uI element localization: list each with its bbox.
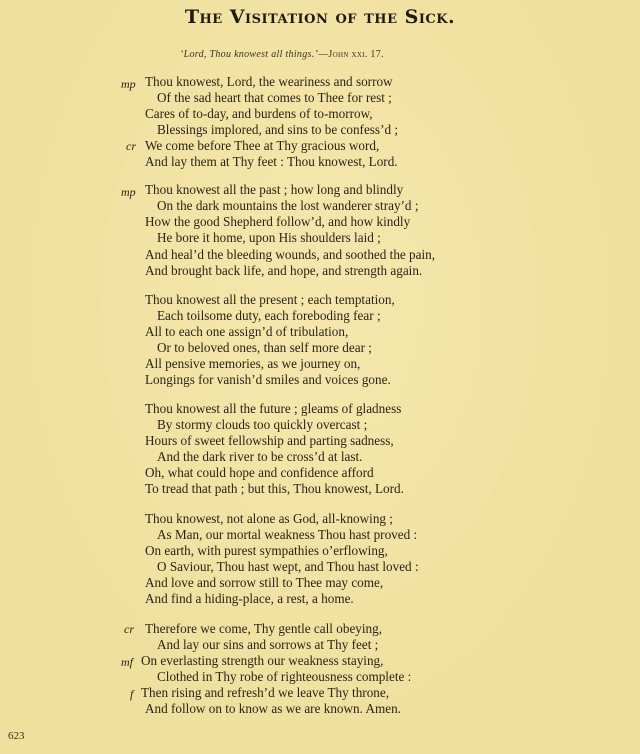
verse-line: Hours of sweet fellowship and parting sadness, — [145, 433, 394, 448]
verse-line: Oh, what could hope and confidence afford — [145, 465, 374, 480]
verse-line: Clothed in Thy robe of righteousness complete : — [157, 669, 412, 684]
dynamic-mark: mp — [121, 77, 136, 91]
verse-line: Therefore we come, Thy gentle call obeying, — [145, 621, 383, 636]
verse-line: On the dark mountains the lost wanderer stray’d ; — [157, 198, 419, 213]
verse-line: And lay our sins and sorrows at Thy feet ; — [157, 637, 379, 652]
verse-line: As Man, our mortal weakness Thou hast proved : — [157, 527, 418, 542]
epigraph-quote: ‘Lord, Thou knowest all things.’ — [180, 49, 319, 60]
verse-line: Thou knowest, Lord, the weariness and sorrow — [145, 74, 393, 89]
dynamic-mark: f — [130, 687, 134, 701]
verse-line: Thou knowest all the future ; gleams of gladness — [145, 401, 402, 416]
verse-line: By stormy clouds too quickly overcast ; — [157, 417, 368, 432]
verse-line: Thou knowest all the past ; how long and blindly — [145, 182, 404, 197]
epigraph-reference: —John xxi. 17. — [318, 49, 384, 60]
verse-line: To tread that path ; but this, Thou knowest, Lord. — [145, 481, 404, 496]
dynamic-mark: mf — [121, 655, 133, 669]
verse-line: On earth, with purest sympathies o’erflowing, — [145, 543, 388, 558]
verse-line: And follow on to know as we are known. Amen. — [145, 701, 402, 716]
verse-line: And heal’d the bleeding wounds, and soothed the pain, — [145, 247, 436, 262]
verse-line: And love and sorrow still to Thee may come, — [145, 575, 384, 590]
verse-line: All to each one assign’d of tribulation, — [145, 324, 349, 339]
verse-line: On everlasting strength our weakness staying, — [141, 653, 384, 668]
verse-line: Of the sad heart that comes to Thee for rest ; — [157, 90, 392, 105]
verse-line: And find a hiding-place, a rest, a home. — [145, 591, 354, 606]
verse-line: Cares of to-day, and burdens of to-morrow, — [145, 106, 373, 121]
page-number: 623 — [8, 730, 25, 742]
page-title: The Visitation of the Sick. — [184, 6, 456, 28]
verse-line: Blessings implored, and sins to be confess’d ; — [157, 122, 399, 137]
dynamic-mark: mp — [121, 185, 136, 199]
verse-line: Longings for vanish’d smiles and voices gone. — [145, 372, 391, 387]
dynamic-mark: cr — [126, 139, 136, 153]
verse-line: And lay them at Thy feet : Thou knowest, Lord. — [145, 154, 398, 169]
verse-line: Each toilsome duty, each foreboding fear ; — [157, 308, 381, 323]
verse-line: Or to beloved ones, than self more dear ; — [157, 340, 372, 355]
dynamic-mark: cr — [124, 622, 134, 636]
verse-line: We come before Thee at Thy gracious word, — [145, 138, 380, 153]
verse-line: How the good Shepherd follow’d, and how kindly — [145, 214, 411, 229]
verse-line: Then rising and refresh’d we leave Thy throne, — [141, 685, 390, 700]
verse-line: He bore it home, upon His shoulders laid ; — [157, 230, 381, 245]
verse-line: All pensive memories, as we journey on, — [145, 356, 361, 371]
verse-line: Thou knowest, not alone as God, all-knowing ; — [145, 511, 393, 526]
verse-line: O Saviour, Thou hast wept, and Thou hast loved : — [157, 559, 419, 574]
epigraph — [180, 49, 384, 60]
verse-line: Thou knowest all the present ; each temptation, — [145, 292, 395, 307]
verse-line: And brought back life, and hope, and strength again. — [145, 263, 423, 278]
verse-line: And the dark river to be cross’d at last. — [157, 449, 363, 464]
